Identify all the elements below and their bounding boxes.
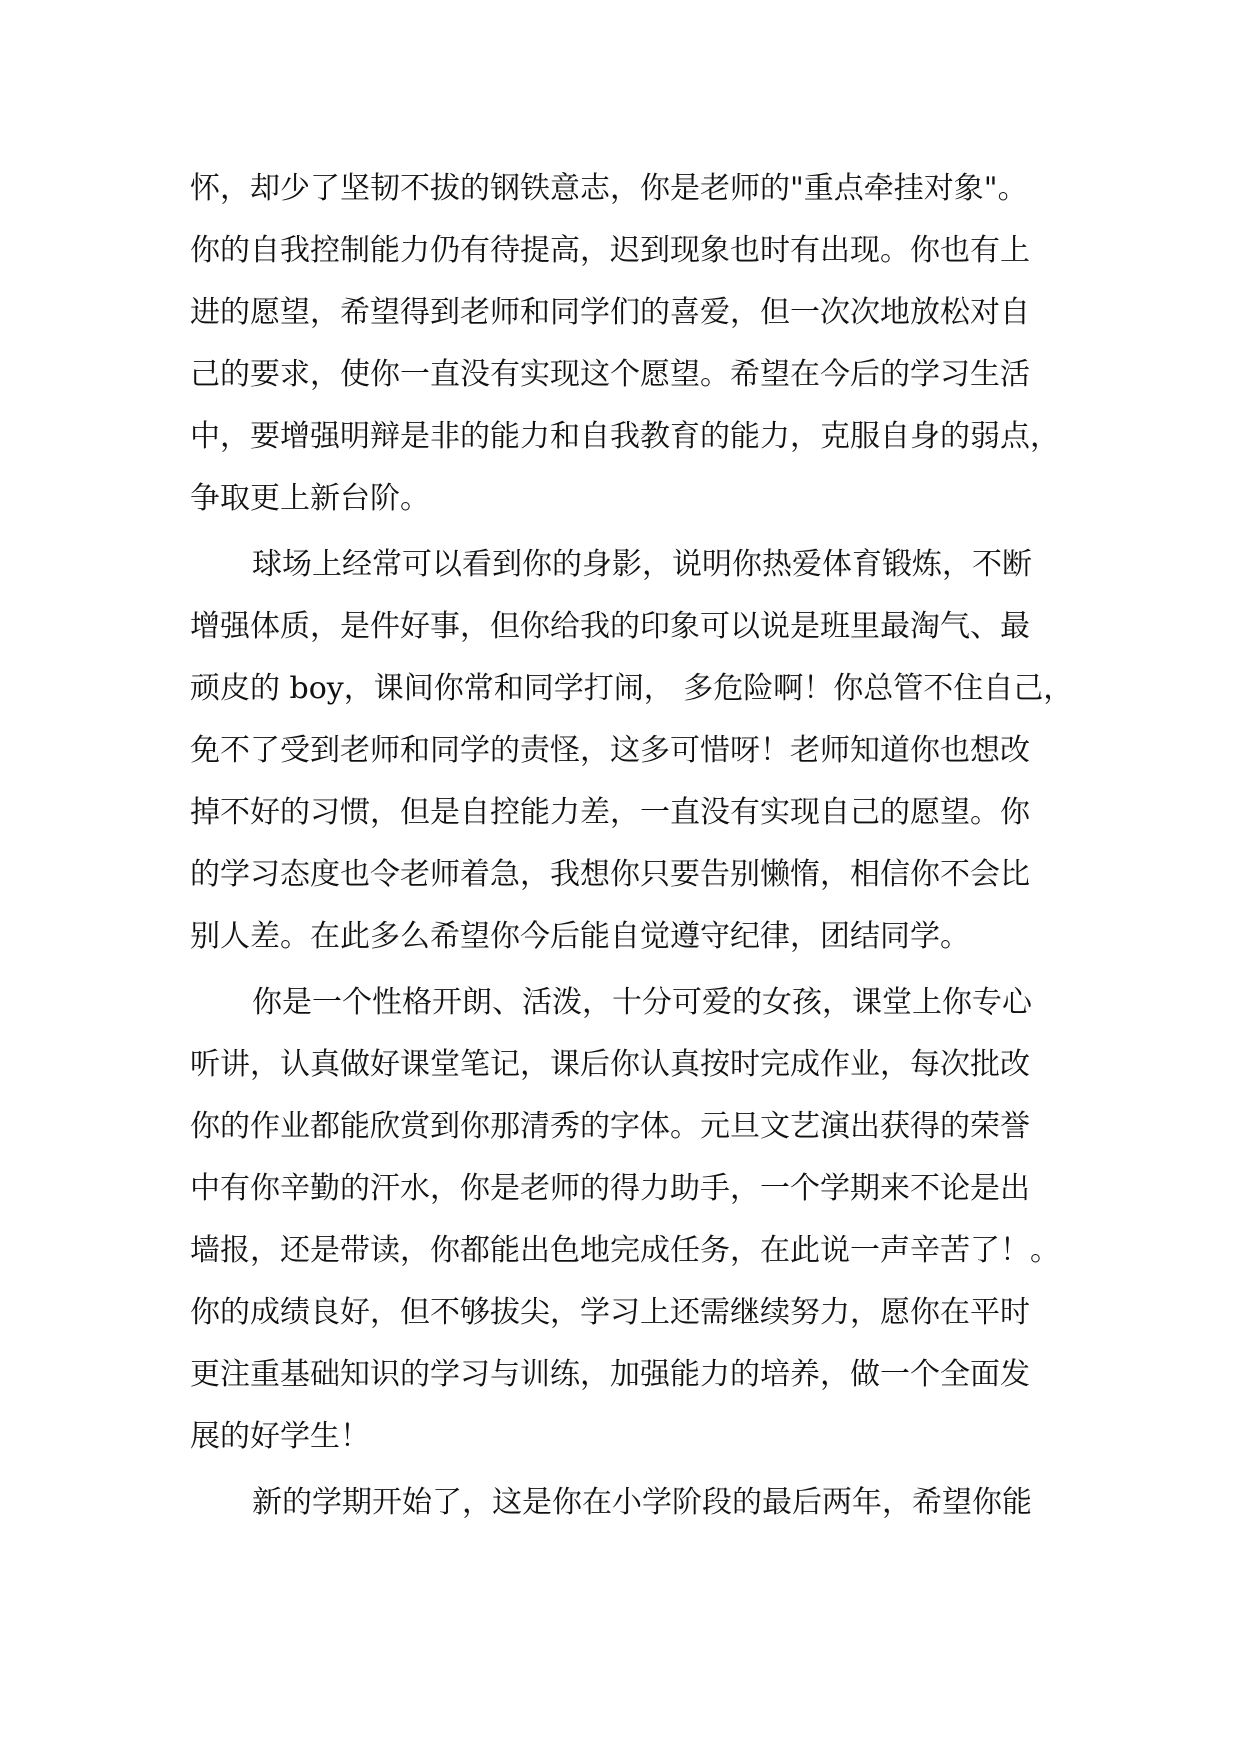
text-line: 掉不好的习惯，但是自控能力差，一直没有实现自己的愿望。你 [190, 795, 1030, 830]
text-line: 进的愿望，希望得到老师和同学们的喜爱，但一次次地放松对自 [190, 295, 1030, 330]
text-line: 你的自我控制能力仍有待提高，迟到现象也时有出现。你也有上 [190, 233, 1030, 268]
text-line: 争取更上新台阶。 [190, 481, 430, 516]
paragraph-4 [190, 1472, 1070, 1534]
text-line: 你的成绩良好，但不够拔尖，学习上还需继续努力，愿你在平时 [190, 1295, 1030, 1330]
text-line: 你是一个性格开朗、活泼，十分可爱的女孩，课堂上你专心 [252, 985, 1032, 1020]
text-line: 顽皮的 boy，课间你常和同学打闹， 多危险啊！你总管不住自己， [190, 671, 1074, 706]
text-line: 展的好学生！ [190, 1419, 370, 1454]
text-line: 墙报，还是带读，你都能出色地完成任务，在此说一声辛苦了！。 [190, 1233, 1060, 1268]
text-line: 球场上经常可以看到你的身影，说明你热爱体育锻炼，不断 [252, 547, 1032, 582]
text-line: 怀，却少了坚韧不拔的钢铁意志，你是老师的"重点牵挂对象"。 [190, 171, 1028, 206]
text-line: 增强体质，是件好事，但你给我的印象可以说是班里最淘气、最 [190, 609, 1030, 644]
text-line: 中，要增强明辩是非的能力和自我教育的能力，克服自身的弱点， [190, 419, 1060, 454]
paragraph-3 [190, 972, 1070, 1468]
paragraph-2 [190, 534, 1074, 968]
text-line: 更注重基础知识的学习与训练，加强能力的培养，做一个全面发 [190, 1357, 1030, 1392]
text-line: 免不了受到老师和同学的责怪，这多可惜呀！老师知道你也想改 [190, 733, 1030, 768]
text-line: 中有你辛勤的汗水，你是老师的得力助手，一个学期来不论是出 [190, 1171, 1030, 1206]
paragraph-1 [190, 158, 1070, 530]
document-body [190, 158, 1074, 1534]
text-line: 听讲，认真做好课堂笔记，课后你认真按时完成作业，每次批改 [190, 1047, 1030, 1082]
text-line: 你的作业都能欣赏到你那清秀的字体。元旦文艺演出获得的荣誉 [190, 1109, 1030, 1144]
text-line: 新的学期开始了，这是你在小学阶段的最后两年，希望你能 [252, 1485, 1032, 1520]
text-line: 己的要求，使你一直没有实现这个愿望。希望在今后的学习生活 [190, 357, 1030, 392]
text-line: 别人差。在此多么希望你今后能自觉遵守纪律，团结同学。 [190, 919, 970, 954]
text-line: 的学习态度也令老师着急，我想你只要告别懒惰，相信你不会比 [190, 857, 1030, 892]
